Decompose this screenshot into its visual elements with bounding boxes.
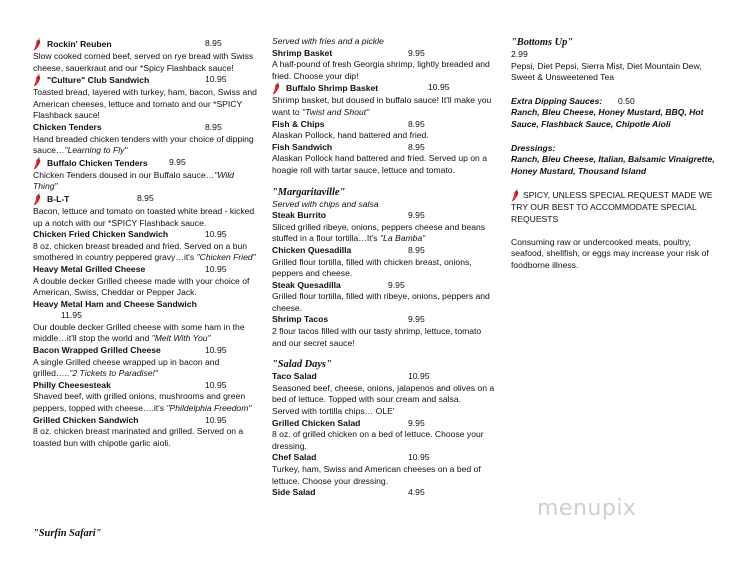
menu-item-description-text: Chicken Tenders doused in our Buffalo sauce… (33, 169, 215, 180)
menu-item-price: 4.95 (408, 487, 425, 498)
menu-column-right (511, 36, 726, 271)
menu-item-header (33, 122, 258, 134)
menu-item-price: 8.95 (205, 121, 222, 132)
menu-column-middle (272, 36, 497, 499)
menu-item-name: Buffalo Chicken Tenders (47, 157, 148, 168)
menu-item-header (272, 210, 497, 222)
menu-item-price: 10.95 (205, 414, 227, 425)
chili-pepper-icon (33, 38, 43, 51)
menu-item-description (272, 59, 497, 82)
menu-item (33, 380, 258, 415)
menu-item-description (272, 257, 497, 280)
menu-item-header (272, 452, 497, 464)
menu-item-name: B-L-T (47, 193, 70, 204)
menu-item-name: Chef Salad (272, 452, 317, 463)
menu-item-price: 10.95 (428, 82, 450, 93)
menu-item-description (33, 276, 258, 299)
menu-item-name: Steak Burrito (272, 210, 326, 221)
menu-item-description-text: A single Grilled cheese wrapped up in bacon and grilled….. (33, 356, 220, 379)
menu-item-description-text: A double decker Grilled cheese made with your choice of American, Swiss, Cheddar or Pepper Jack. (33, 275, 250, 298)
menu-item-description-song: "Melt With You" (151, 333, 211, 344)
menu-item-name: Grilled Chicken Salad (272, 417, 361, 428)
chili-pepper-icon (33, 193, 43, 206)
dressings-label: Dressings: (511, 142, 556, 153)
menu-item-description-text: Shrimp basket, but doused in buffalo sauce! It'll make you want to (272, 95, 492, 117)
section-title-margaritaville: "Margaritaville" (272, 186, 346, 198)
menu-item-description-text: 8 oz. chicken breast marinated and grilled. Served on a toasted bun with chipotle garlic aioli. (33, 426, 244, 448)
menu-item (33, 122, 258, 157)
menu-item-description-text: A half-pound of fresh Georgia shrimp, lightly breaded and fried. Choose your dip! (272, 59, 490, 81)
menu-item-name: Steak Quesadilla (272, 279, 341, 290)
menu-item-description-text: Our double decker Grilled cheese with some ham in the middle…it'll stop the world and (33, 321, 245, 344)
menu-item-header (272, 245, 497, 257)
extra-dipping-sauces (511, 96, 726, 108)
menu-item-price: 10.95 (205, 345, 227, 356)
menu-item-price: 10.95 (205, 379, 227, 390)
menu-item (272, 119, 497, 142)
menu-item-description (33, 206, 258, 229)
menu-item (272, 418, 497, 453)
menu-item (272, 371, 497, 417)
menu-item-description-text: Grilled flour tortilla, filled with ribeye, onions, peppers and cheese. (272, 291, 490, 313)
menu-item (33, 157, 258, 193)
menu-item-description (33, 51, 258, 74)
menu-item-header (272, 418, 497, 430)
dressings-list: Ranch, Bleu Cheese, Italian, Balsamic Vinaigrette, Honey Mustard, Thousand Island (511, 154, 715, 176)
menu-item-name: Heavy Metal Ham and Cheese Sandwich (33, 298, 197, 309)
menu-item-header (272, 119, 497, 131)
chili-pepper-icon (33, 74, 43, 87)
menu-item-description-text: Grilled flour tortilla, filled with chicken breast, onions, peppers and cheese. (272, 256, 472, 279)
menu-item-name: Bacon Wrapped Grilled Cheese (33, 345, 161, 356)
menu-item-header (272, 82, 497, 95)
menu-item-description-song: "2 Tickets to Paradise!" (69, 368, 158, 379)
menu-item-description-song: "Twist and Shout" (302, 106, 370, 117)
menu-item-name: Grilled Chicken Sandwich (33, 414, 139, 425)
menu-item (272, 280, 497, 315)
menu-item (33, 299, 258, 345)
menu-item (33, 74, 258, 122)
menu-item-description-text: 8 oz. of grilled chicken on a bed of lettuce. Choose your dressing. (272, 429, 484, 451)
drinks-description: Pepsi, Diet Pepsi, Sierra Mist, Diet Mountain Dew, Sweet & Unsweetened Tea (511, 60, 702, 83)
menu-item-name: Taco Salad (272, 371, 317, 382)
menu-item (33, 345, 258, 380)
menu-item-price: 9.95 (169, 156, 186, 167)
menu-item-price: 9.95 (388, 279, 405, 290)
menu-item-price: 9.95 (408, 314, 425, 325)
menu-item-name: Shrimp Tacos (272, 314, 329, 325)
menu-item-description (33, 426, 258, 449)
menu-item-price: 10.95 (408, 452, 430, 463)
menu-item-name: Rockin' Reuben (47, 38, 112, 49)
menu-item-description-song: "Chicken Fried" (196, 252, 256, 263)
menu-item (272, 452, 497, 487)
menu-item-price: 8.95 (408, 141, 425, 152)
spicy-note-text: SPICY, UNLESS SPECIAL REQUEST MADE WE TRY OUR BEST TO ACCOMMODATE SPECIAL REQUESTS (511, 190, 713, 224)
menupix-watermark: menupix (537, 496, 637, 521)
section-title-bottoms-up: "Bottoms Up" (511, 37, 574, 48)
menu-item-description (272, 464, 497, 487)
menu-item (33, 264, 258, 299)
menu-item-header (33, 38, 258, 51)
menu-item-header (33, 299, 258, 311)
menu-item-description (272, 95, 497, 118)
menu-item-header (33, 380, 258, 392)
menu-item-name: Side Salad (272, 487, 316, 498)
extra-dipping-list: Ranch, Bleu Cheese, Honey Mustard, BBQ, Hot Sauce, Flashback Sauce, Chipotle Aioli (511, 107, 704, 129)
menu-item-header (272, 371, 497, 383)
menu-item-description-text: Seasoned beef, cheese, onions, jalapenos and olives on a bed of lettuce. Topped with sour cream and salsa. (272, 382, 495, 405)
menu-item-description (33, 322, 258, 345)
consumer-warning: Consuming raw or undercooked meats, poultry, seafood, shellfish, or eggs may increase your risk of foodborne illness. (511, 236, 709, 270)
menu-item-description-song: "Wild Thing" (33, 169, 234, 192)
menu-item-name: "Culture" Club Sandwich (47, 74, 150, 85)
section-title-surfin-safari: "Surfin Safari" (33, 528, 102, 539)
menu-item-description-text: Alaskan Pollock hand battered and fried. Served up on a hoagie roll with tartar sauce, lettuce and tomato. (272, 153, 487, 175)
menu-item-description-text: Sliced grilled ribeye, onions, peppers cheese and beans stuffed in a flour tortilla…It's (272, 221, 486, 244)
menu-column-left (33, 38, 258, 449)
menu-item-description-text: Bacon, lettuce and tomato on toasted white bread - kicked up a notch with our *SPICY Flashback sauce. (33, 205, 255, 228)
menu-item (272, 48, 497, 83)
menu-item-name: Shrimp Basket (272, 47, 333, 58)
menu-item-price: 10.95 (408, 371, 430, 382)
menu-item-price: 8.95 (408, 118, 425, 129)
menu-item-description-text: Shaved beef, with grilled onions, mushrooms and green peppers, topped with cheese….it's (33, 391, 246, 414)
menu-item (33, 38, 258, 74)
menu-item-description-text: Toasted bread, layered with turkey, ham, bacon, Swiss and American cheeses, lettuce and tomato and our *SPICY Flashback sauce! (33, 87, 257, 121)
menu-item (272, 487, 497, 499)
menu-item-description-song: "Phildelphia Freedom" (166, 403, 252, 414)
menu-item (272, 314, 497, 349)
menu-item-header (272, 280, 497, 292)
menu-item-description (272, 383, 497, 406)
extra-dipping-price: 0.50 (618, 95, 635, 106)
section-intro: Served with fries and a pickle (272, 36, 384, 46)
menu-item-description (272, 429, 497, 452)
menu-item-name: Philly Cheesesteak (33, 379, 111, 390)
menu-item-header (272, 487, 497, 499)
menu-item-description (272, 153, 497, 176)
menu-item-description (33, 170, 258, 193)
menu-item (272, 245, 497, 280)
menu-item-description (33, 134, 258, 157)
menu-item-description (33, 241, 258, 264)
menu-item-price: 10.95 (205, 74, 227, 85)
menu-item-header (272, 314, 497, 326)
menu-item-header (33, 229, 258, 241)
chili-pepper-icon (272, 82, 282, 95)
menu-item-name: Chicken Tenders (33, 121, 102, 132)
menu-item-name: Buffalo Shrimp Basket (286, 83, 379, 94)
menu-item-name: Chicken Fried Chicken Sandwich (33, 229, 169, 240)
menu-item (272, 210, 497, 245)
menu-item-header (272, 48, 497, 60)
menu-item-description-text: 2 flour tacos filled with our tasty shrimp, lettuce, tomato and our secret sauce! (272, 326, 482, 348)
menu-item (33, 229, 258, 264)
menu-item-header (33, 193, 258, 206)
menu-item-price: 11.95 (61, 310, 82, 321)
menu-item-description-text: Slow cooked corned beef, served on rye bread with Swiss cheese, sauerkraut and our *Spicy Flashback sauce! (33, 51, 254, 73)
menu-item-header (33, 415, 258, 427)
menu-item-description-song: "Learning to Fly" (64, 145, 128, 156)
menu-item-name: Fish Sandwich (272, 141, 333, 152)
menu-item-header (33, 157, 258, 170)
menu-item (33, 415, 258, 450)
chili-pepper-icon (511, 189, 521, 202)
menu-item-price: 10.95 (205, 263, 227, 274)
menu-item-price: 9.95 (408, 417, 425, 428)
menu-item-header (33, 264, 258, 276)
menu-item (272, 82, 497, 118)
menu-item-header (33, 74, 258, 87)
menu-item (272, 142, 497, 177)
extra-dipping-label: Extra Dipping Sauces: (511, 95, 603, 106)
menu-item-price: 10.95 (205, 229, 227, 240)
menu-item-description (33, 391, 258, 414)
menu-item-name: Chicken Quesadilla (272, 244, 352, 255)
menu-item-header (272, 142, 497, 154)
section-subtitle: Served with chips and salsa (272, 198, 379, 209)
menu-item-description (33, 87, 258, 122)
menu-item-description-song: "La Bamba" (380, 233, 426, 244)
menu-item-description (33, 357, 258, 380)
menu-item-description (272, 222, 497, 245)
menu-item-description (272, 291, 497, 314)
menu-item-description (272, 326, 497, 349)
drinks-price: 2.99 (511, 49, 528, 59)
menu-item-price: 9.95 (408, 47, 425, 58)
menu-item-price: 9.95 (408, 210, 425, 221)
menu-item-name: Fish & Chips (272, 118, 325, 129)
menu-item-price-row (33, 310, 258, 322)
menu-item-price: 8.95 (137, 192, 154, 203)
spicy-note (511, 189, 726, 225)
chili-pepper-icon (33, 157, 43, 170)
menu-item-description-text: Alaskan Pollock, hand battered and fried. (272, 130, 429, 141)
menu-item-price: 8.95 (408, 244, 425, 255)
menu-item (33, 193, 258, 229)
menu-item-extra: Served with tortilla chips… OLE' (272, 406, 395, 417)
menu-item-description-text: Turkey, ham, Swiss and American cheeses on a bed of lettuce. Choose your dressing. (272, 464, 481, 486)
menu-item-description (272, 130, 497, 142)
menu-item-name: Heavy Metal Grilled Cheese (33, 263, 146, 274)
section-title-salad-days: "Salad Days" (272, 359, 332, 371)
menu-item-header (33, 345, 258, 357)
menu-item-description-text: 8 oz. chicken breast breaded and fried. Served on a bun smothered in country peppered gravy…it's (33, 240, 248, 263)
menu-item-price: 8.95 (205, 38, 222, 48)
menu-item-description-text: Hand breaded chicken tenders with your choice of dipping sauce… (33, 133, 254, 156)
